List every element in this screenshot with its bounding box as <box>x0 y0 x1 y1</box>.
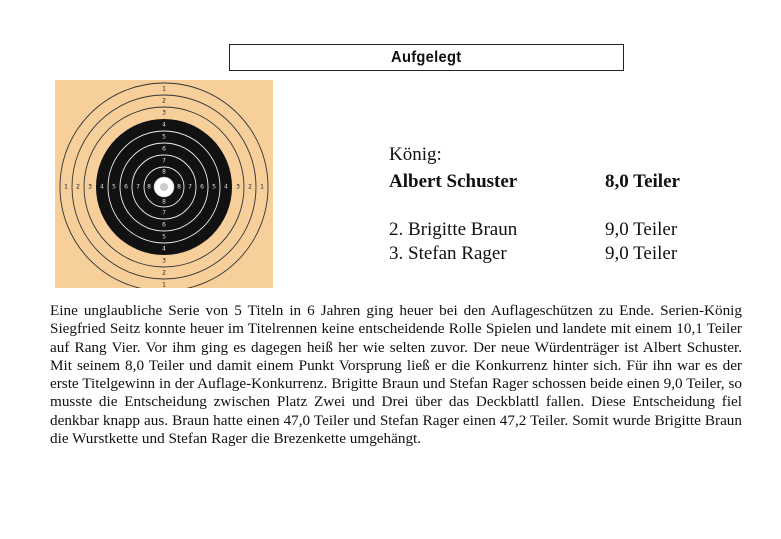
ring-number-bottom-6: 6 <box>162 221 166 229</box>
ring-number-left-2: 2 <box>76 183 80 191</box>
shooting-target-image <box>55 80 273 288</box>
section-title: Aufgelegt <box>391 48 462 66</box>
ring-number-top-2: 2 <box>162 97 166 105</box>
place-2-name: 2. Brigitte Braun <box>389 219 518 240</box>
ring-number-left-6: 6 <box>124 183 128 191</box>
ring-number-right-4: 4 <box>224 183 228 191</box>
ring-number-left-1: 1 <box>64 183 68 191</box>
ring-number-top-4: 4 <box>162 121 166 129</box>
ring-number-bottom-2: 2 <box>162 269 166 277</box>
ring-number-left-7: 7 <box>136 183 140 191</box>
article-text: Eine unglaubliche Serie von 5 Titeln in 6 Jahren ging heuer bei den Auflageschützen zu Ende. Serien-König Siegfried Seitz konnte heuer im Titelrennen keine entscheidende Rolle Spielen und landete mit einem 10,1 Teiler auf Rang Vier. Vor ihm ging es dagegen heiß her wie selten zuvor. Der neue Würdenträger ist Albert Schuster. Mit seinem 8,0 Teiler und damit einem Punkt Vorsprung ließ er die Konkurrenz hinter sich. Für ihn war es der erste Titelgewinn in der Auflage-Konkurrenz. Brigitte Braun und Stefan Rager schossen beide einen 9,0 Teiler, so musste die Entscheidung zwischen Platz Zwei und Drei über das Deckblattl fallen. Diese Entscheidung fiel denkbar knapp aus. Braun hatte einen 47,0 Teiler und Stefan Rager einen 47,2 Teiler. Somit wurde Brigitte Braun die Wurstkette und Stefan Rager die Brezenkette umgehängt. <box>50 302 742 448</box>
ring-number-right-1: 1 <box>260 183 264 191</box>
ring-number-right-2: 2 <box>248 183 252 191</box>
shooting-target-graphic <box>55 80 273 288</box>
ring-number-top-3: 3 <box>162 109 166 117</box>
ring-number-top-5: 5 <box>162 133 166 141</box>
target-bullseye <box>160 183 168 191</box>
place-3-name: 3. Stefan Rager <box>389 243 507 264</box>
king-label: König: <box>389 144 442 165</box>
section-title-box <box>229 44 624 71</box>
place-3-score: 9,0 Teiler <box>605 243 678 264</box>
ring-number-bottom-4: 4 <box>162 245 166 253</box>
ring-number-top-8: 8 <box>162 168 166 176</box>
ring-number-left-5: 5 <box>112 183 116 191</box>
king-name: Albert Schuster <box>389 171 518 192</box>
ring-number-bottom-3: 3 <box>162 257 166 265</box>
ring-number-top-7: 7 <box>162 157 166 165</box>
ring-number-right-6: 6 <box>200 183 204 191</box>
king-score: 8,0 Teiler <box>605 171 680 192</box>
ring-number-bottom-1: 1 <box>162 281 166 288</box>
ring-number-left-4: 4 <box>100 183 104 191</box>
ring-number-right-7: 7 <box>188 183 192 191</box>
ring-number-top-6: 6 <box>162 145 166 153</box>
ring-number-bottom-7: 7 <box>162 209 166 217</box>
ring-number-left-8: 8 <box>147 183 151 191</box>
ring-number-right-8: 8 <box>177 183 181 191</box>
ring-number-right-3: 3 <box>236 183 240 191</box>
ring-number-bottom-8: 8 <box>162 198 166 206</box>
ring-number-bottom-5: 5 <box>162 233 166 241</box>
ring-number-top-1: 1 <box>162 85 166 93</box>
ring-number-right-5: 5 <box>212 183 216 191</box>
ring-number-left-3: 3 <box>88 183 92 191</box>
place-2-score: 9,0 Teiler <box>605 219 678 240</box>
